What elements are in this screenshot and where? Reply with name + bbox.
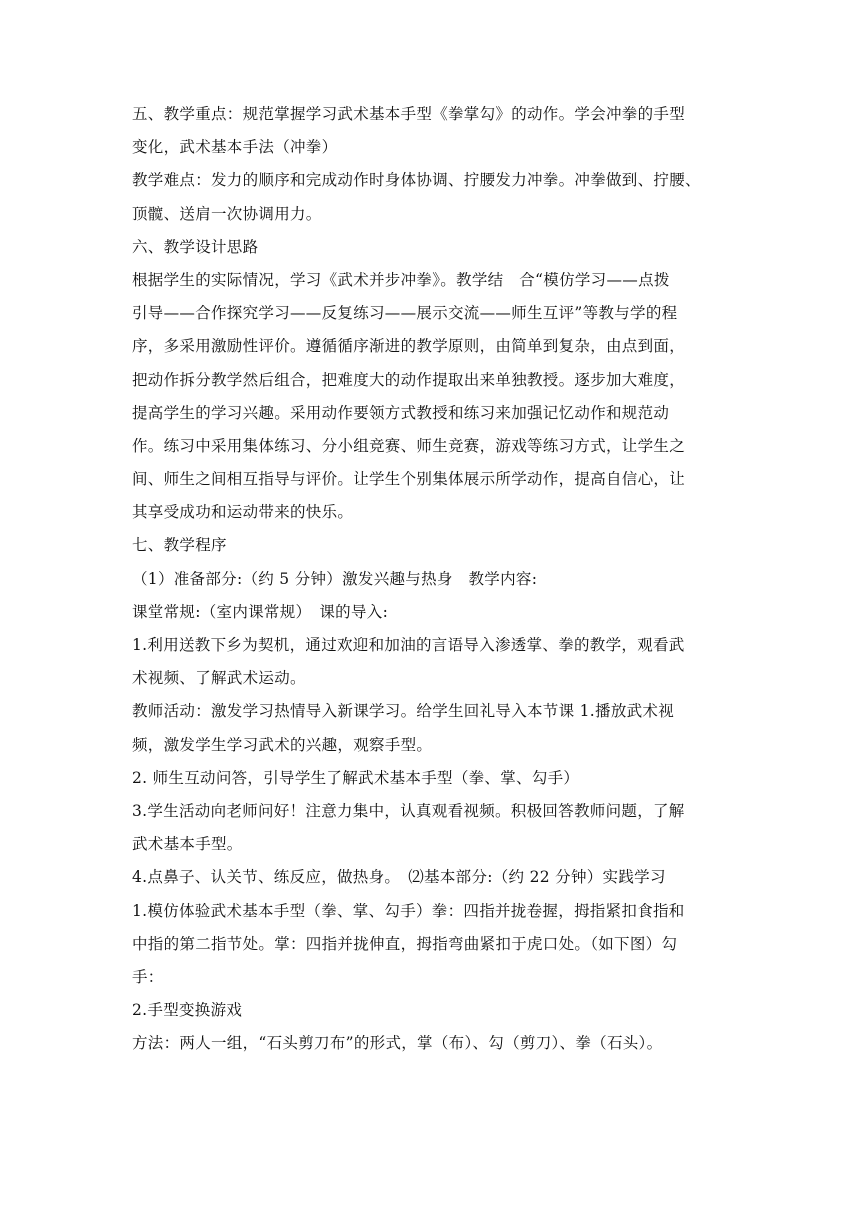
text-line: 教学难点：发力的顺序和完成动作时身体协调、拧腰发力冲拳。冲拳做到、拧腰、 [132, 171, 701, 190]
text-line: 2.手型变换游戏 [132, 1001, 243, 1020]
text-line: 中指的第二指节处。掌：四指并拢伸直，拇指弯曲紧扣于虎口处。（如下图）勾 [132, 934, 678, 953]
text-line: 4.点鼻子、认关节、练反应，做热身。 ⑵基本部分:（约 22 分钟）实践学习 [132, 868, 666, 887]
text-line: 根据学生的实际情况，学习《武术并步冲拳》。教学结 合“模仿学习——点拨 [132, 270, 670, 289]
text-line: 频，激发学生学习武术的兴趣，观察手型。 [132, 735, 433, 754]
text-line: 其享受成功和运动带来的快乐。 [132, 503, 354, 522]
text-line: 教师活动：激发学习热情导入新课学习。给学生回礼导入本节课 1.播放武术视 [132, 702, 675, 721]
text-line: 1.模仿体验武术基本手型（拳、掌、勾手）拳：四指并拢卷握，拇指紧扣食指和 [132, 901, 685, 920]
text-line: （1）准备部分:（约 5 分钟）激发兴趣与热身 教学内容: [132, 569, 538, 588]
text-line: 方法：两人一组，“石头剪刀布”的形式，掌（布）、勾（剪刀）、拳（石头）。 [132, 1034, 663, 1053]
text-line: 提高学生的学习兴趣。采用动作要领方式教授和练习来加强记忆动作和规范动 [132, 403, 670, 422]
text-line: 顶髋、送肩一次协调用力。 [132, 204, 322, 223]
text-line: 武术基本手型。 [132, 835, 243, 854]
text-line: 手： [132, 967, 164, 986]
section-heading: 六、教学设计思路 [132, 237, 259, 256]
text-line: 序，多采用激励性评价。遵循循序渐进的教学原则，由简单到复杂，由点到面， [132, 337, 686, 356]
text-line: 五、教学重点：规范掌握学习武术基本手型《拳掌勾》的动作。学会冲拳的手型 [132, 105, 686, 123]
text-line: 间、师生之间相互指导与评价。让学生个别集体展示所学动作，提高自信心，让 [132, 470, 686, 489]
text-line: 作。练习中采用集体练习、分小组竞赛、师生竞赛，游戏等练习方式，让学生之 [132, 436, 686, 455]
document-page [132, 104, 732, 1066]
section-heading: 七、教学程序 [132, 536, 227, 555]
text-line: 2. 师生互动问答，引导学生了解武术基本手型（拳、掌、勾手） [132, 768, 580, 787]
text-line: 3.学生活动向老师问好！注意力集中，认真观看视频。积极回答教师问题，了解 [132, 801, 685, 820]
text-line: 引导——合作探究学习——反复练习——展示交流——师生互评”等教与学的程 [132, 304, 678, 323]
text-line: 课堂常规:（室内课常规） 课的导入: [132, 602, 389, 621]
text-line: 1.利用送教下乡为契机，通过欢迎和加油的言语导入渗透掌、拳的教学，观看武 [132, 636, 685, 654]
text-line: 术视频、了解武术运动。 [132, 669, 306, 688]
text-line: 变化，武术基本手法（冲拳） [132, 138, 338, 157]
text-line: 把动作拆分教学然后组合，把难度大的动作提取出来单独教授。逐步加大难度， [132, 370, 686, 389]
